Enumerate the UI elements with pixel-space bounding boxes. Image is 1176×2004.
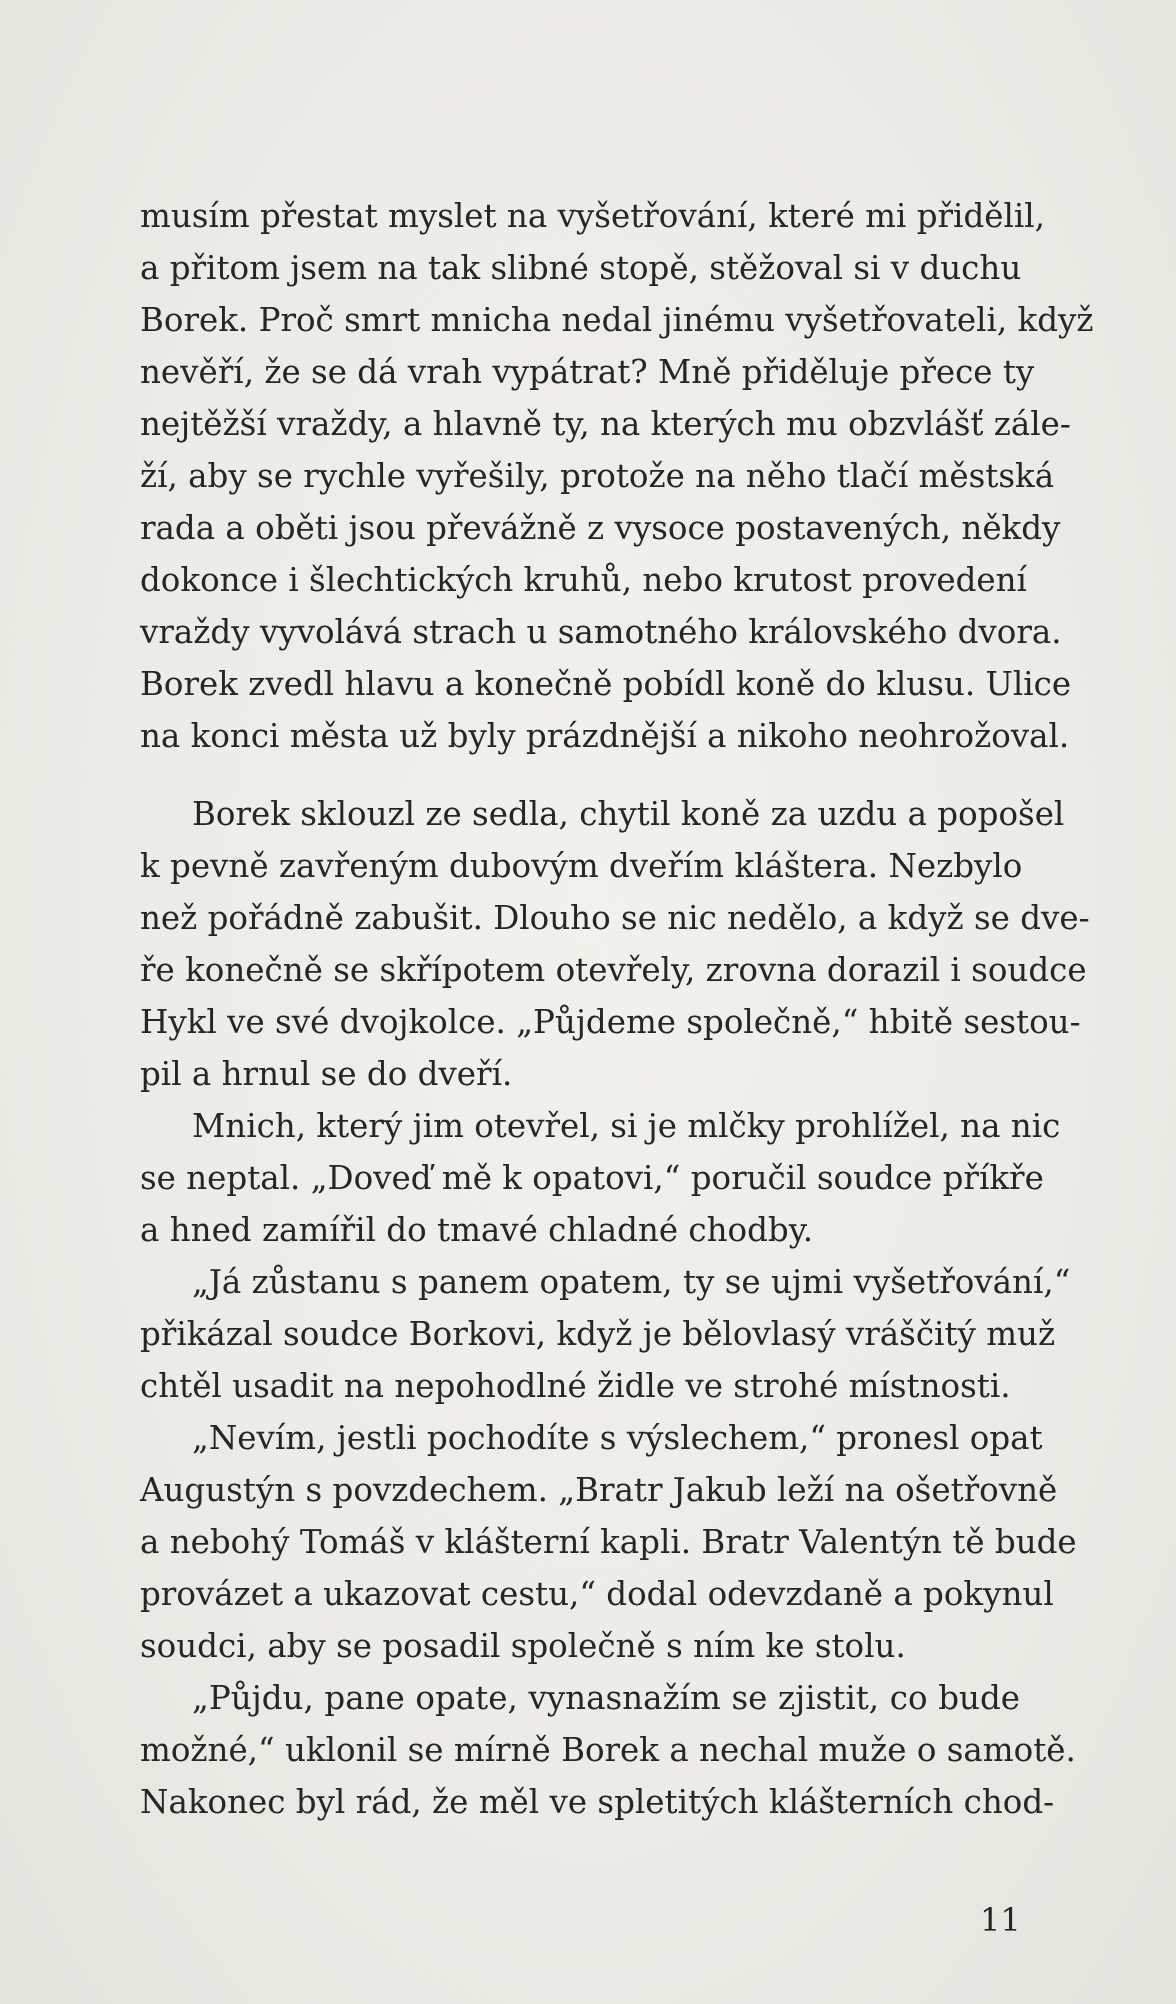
text-line: ře konečně se skřípotem otevřely, zrovna dorazil i soudce (140, 951, 1087, 989)
text-line: a nebohý Tomáš v klášterní kapli. Bratr Valentýn tě bude (140, 1523, 1077, 1561)
text-line: Hykl ve své dvojkolce. „Půjdeme společně,“ hbitě sestou- (140, 1003, 1081, 1041)
text-line: chtěl usadit na nepohodlné židle ve strohé místnosti. (140, 1367, 1011, 1405)
text-line: „Půjdu, pane opate, vynasnažím se zjistit, co bude (192, 1679, 1020, 1717)
text-line: možné,“ uklonil se mírně Borek a nechal muže o samotě. (140, 1731, 1076, 1769)
text-line: se neptal. „Doveď mě k opatovi,“ poručil soudce příkře (140, 1159, 1044, 1197)
text-line: „Já zůstanu s panem opatem, ty se ujmi vyšetřování,“ (192, 1263, 1071, 1301)
text-line: Augustýn s povzdechem. „Bratr Jakub leží na ošetřovně (140, 1471, 1058, 1509)
text-line: pil a hrnul se do dveří. (140, 1055, 513, 1093)
text-line: „Nevím, jestli pochodíte s výslechem,“ pronesl opat (192, 1419, 1043, 1457)
text-line: musím přestat myslet na vyšetřování, které mi přidělil, (140, 197, 1046, 235)
text-line: soudci, aby se posadil společně s ním ke stolu. (140, 1627, 906, 1665)
text-line: vraždy vyvolává strach u samotného královského dvora. (140, 613, 1062, 651)
text-line: přikázal soudce Borkovi, když je bělovlasý vráščitý muž (140, 1315, 1056, 1353)
text-line: nejtěžší vraždy, a hlavně ty, na kterých mu obzvlášť zále- (140, 405, 1071, 443)
text-line: Mnich, který jim otevřel, si je mlčky prohlížel, na nic (192, 1107, 1061, 1145)
text-line: rada a oběti jsou převážně z vysoce postavených, někdy (140, 509, 1061, 547)
text-line: Borek. Proč smrt mnicha nedal jinému vyšetřovateli, když (140, 301, 1094, 339)
text-line: ží, aby se rychle vyřešily, protože na něho tlačí městská (140, 457, 1055, 495)
text-line: k pevně zavřeným dubovým dveřím kláštera. Nezbylo (140, 847, 1023, 885)
text-line: dokonce i šlechtických kruhů, nebo krutost provedení (140, 561, 1027, 599)
text-line: Borek sklouzl ze sedla, chytil koně za uzdu a popošel (192, 795, 1065, 833)
text-line: nevěří, že se dá vrah vypátrat? Mně přiděluje přece ty (140, 353, 1035, 391)
text-line: a hned zamířil do tmavé chladné chodby. (140, 1211, 814, 1249)
text-line: Nakonec byl rád, že měl ve spletitých klášterních chod- (140, 1783, 1055, 1821)
text-line: provázet a ukazovat cestu,“ dodal odevzdaně a pokynul (140, 1575, 1054, 1613)
text-line: na konci města už byly prázdnější a nikoho neohrožoval. (140, 717, 1070, 755)
text-line: než pořádně zabušit. Dlouho se nic nedělo, a když se dve- (140, 899, 1090, 937)
page-number: 11 (980, 1901, 1021, 1939)
text-line: a přitom jsem na tak slibné stopě, stěžoval si v duchu (140, 249, 1022, 287)
text-line: Borek zvedl hlavu a konečně pobídl koně do klusu. Ulice (140, 665, 1072, 703)
